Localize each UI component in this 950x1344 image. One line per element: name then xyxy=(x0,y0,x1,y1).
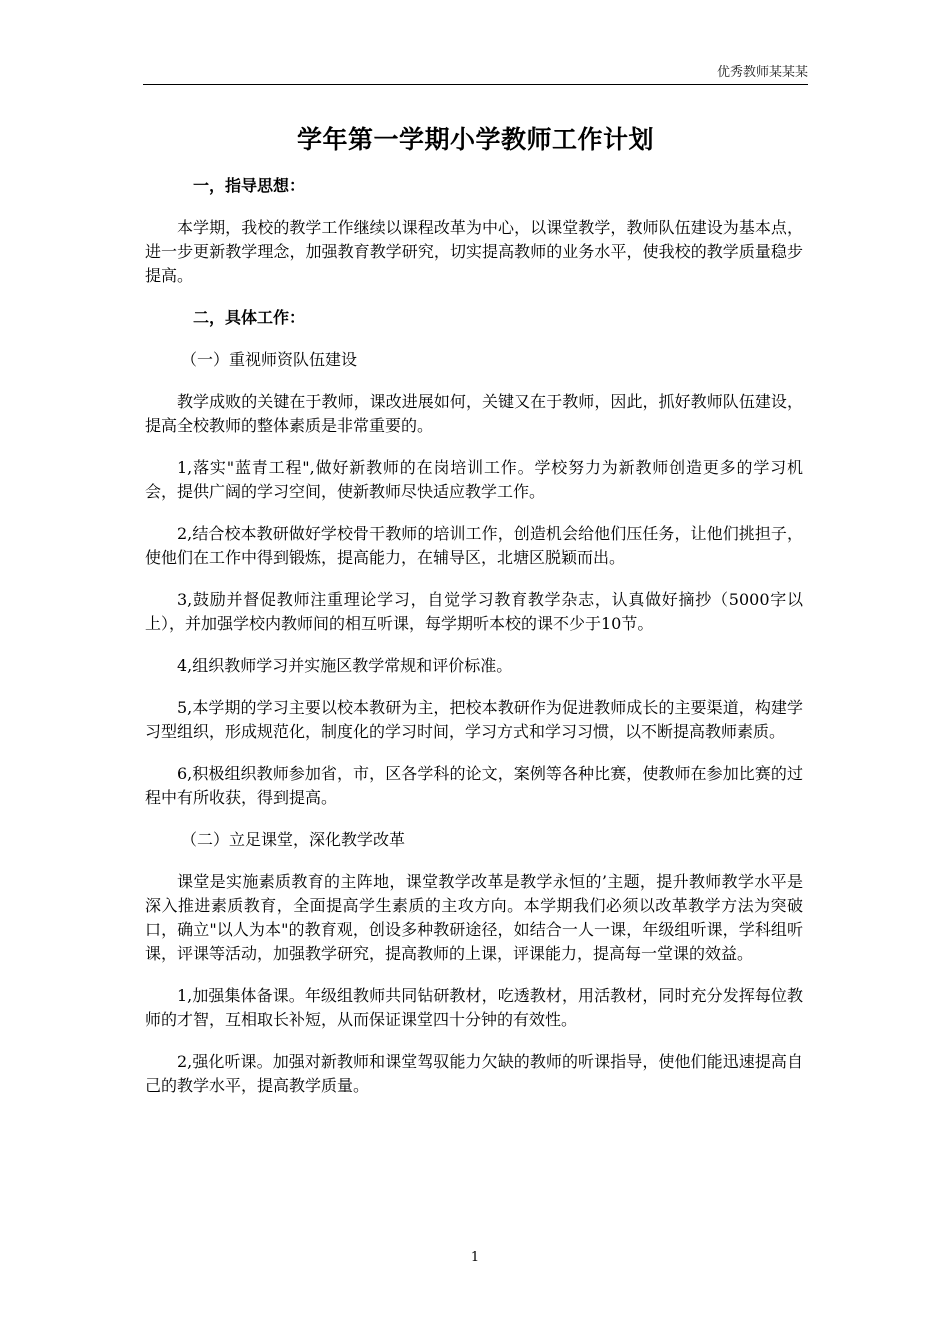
document-title: 学年第一学期小学教师工作计划 xyxy=(296,125,654,154)
list-item-1: 1,落实"蓝青工程",做好新教师的在岗培训工作。学校努力为新教师创造更多的学习机会，提供广阔的学习空间，使新教师尽快适应教学工作。 xyxy=(145,458,803,501)
subheading-teacher-team: （一）重视师资队伍建设 xyxy=(181,350,358,369)
list-item-lesson-observation: 2,强化听课。加强对新教师和课堂驾驭能力欠缺的教师的听课指导，使他们能迅速提高自己的教学水平，提高教学质量。 xyxy=(145,1052,803,1095)
section-heading-specific-work: 二，具体工作： xyxy=(193,308,306,327)
paragraph-teacher-team: 教学成败的关键在于教师，课改进展如何，关键又在于教师，因此，抓好教师队伍建设，提高全校教师的整体素质是非常重要的。 xyxy=(145,392,803,435)
header-author: 优秀教师某某某 xyxy=(716,65,808,80)
page-number: 1 xyxy=(470,1250,480,1265)
paragraph-classroom-reform: 课堂是实施素质教育的主阵地，课堂教学改革是教学永恒的’主题，提升教师教学水平是深入推进素质教育，全面提高学生素质的主攻方向。本学期我们必须以改革教学方法为突破口，确立"以人为本"的教育观，创设多种教研途径，如结合一人一课，年级组听课，学科组听课，评课等活动，加强教学研究，提高教师的上课，评课能力，提高每一堂课的效益。 xyxy=(145,872,803,963)
list-item-5: 5,本学期的学习主要以校本教研为主，把校本教研作为促进教师成长的主要渠道，构建学习型组织，形成规范化，制度化的学习时间，学习方式和学习习惯，以不断提高教师素质。 xyxy=(145,698,803,741)
paragraph-intro: 本学期，我校的教学工作继续以课程改革为中心，以课堂教学，教师队伍建设为基本点，进一步更新教学理念，加强教育教学研究，切实提高教师的业务水平，使我校的教学质量稳步提高。 xyxy=(145,218,803,285)
section-heading-guiding-ideology: 一，指导思想： xyxy=(193,176,306,195)
list-item-3: 3,鼓励并督促教师注重理论学习，自觉学习教育教学杂志，认真做好摘抄（5000字以上），并加强学校内教师间的相互听课，每学期听本校的课不少于10节。 xyxy=(145,590,803,633)
document-body xyxy=(145,174,803,1116)
list-item-4: 4,组织教师学习并实施区教学常规和评价标准。 xyxy=(177,656,513,675)
subheading-classroom-reform: （二）立足课堂，深化教学改革 xyxy=(181,830,406,849)
list-item-6: 6,积极组织教师参加省，市，区各学科的论文，案例等各种比赛，使教师在参加比赛的过程中有所收获，得到提高。 xyxy=(145,764,803,807)
page-header xyxy=(143,62,808,85)
list-item-collective-prep: 1,加强集体备课。年级组教师共同钻研教材，吃透教材，用活教材，同时充分发挥每位教师的才智，互相取长补短，从而保证课堂四十分钟的有效性。 xyxy=(145,986,803,1029)
list-item-2: 2,结合校本教研做好学校骨干教师的培训工作，创造机会给他们压任务，让他们挑担子，使他们在工作中得到锻炼，提高能力，在辅导区，北塘区脱颖而出。 xyxy=(145,524,803,567)
